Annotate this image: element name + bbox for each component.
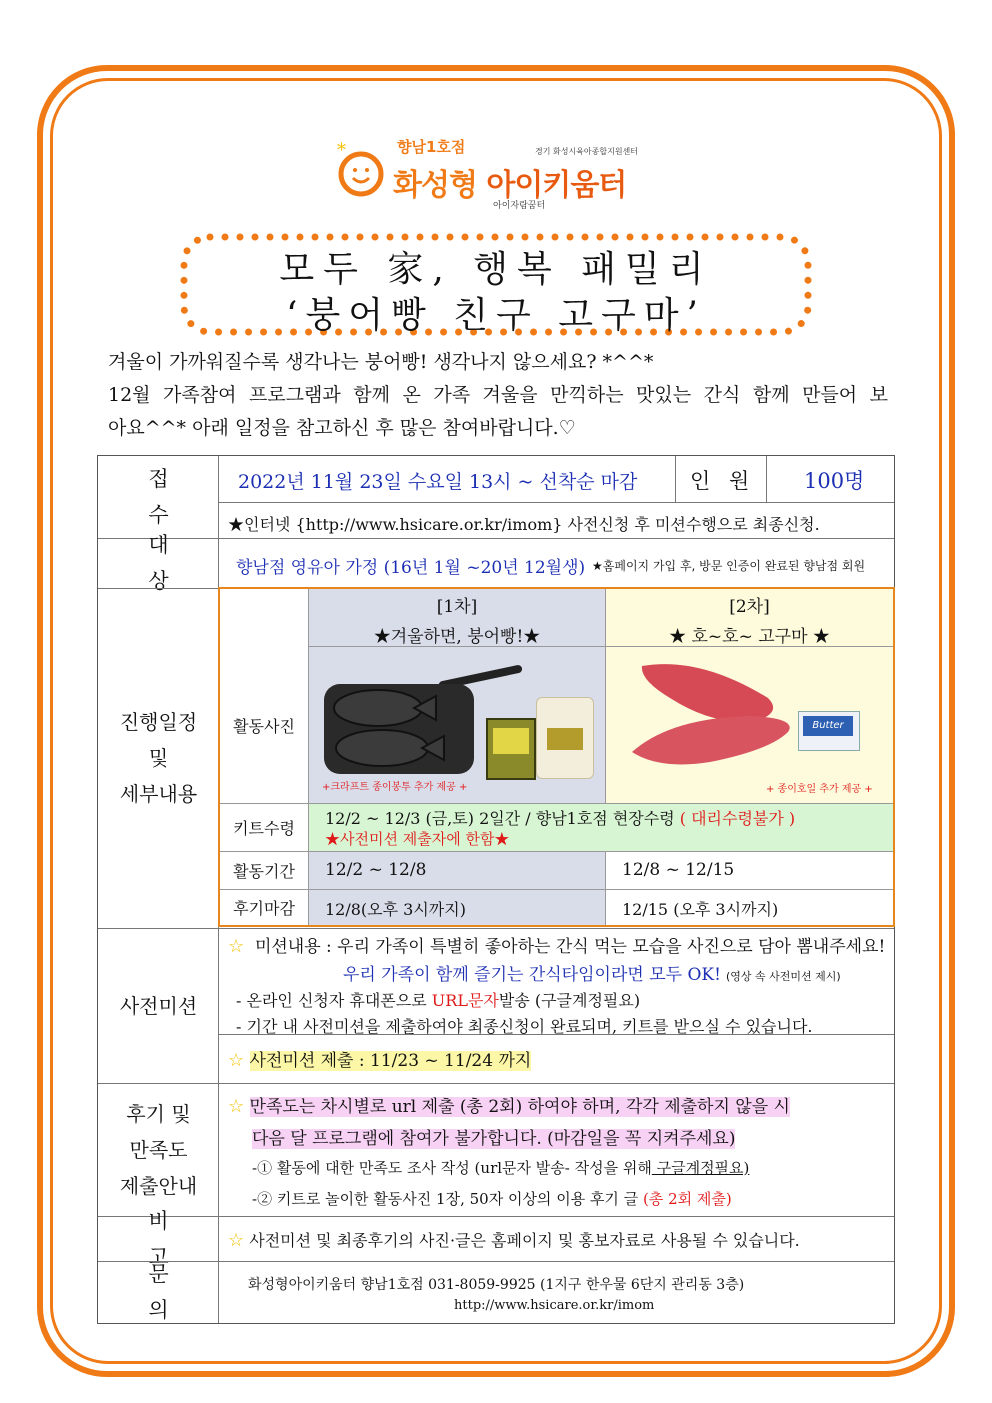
svg-text:*: * [337,142,346,161]
logo [335,132,655,212]
label-schedule: 진행일정 및 세부내용 [119,710,198,806]
butter-image: Butter [798,711,860,751]
intro-line-1: 겨울이 가까워질수록 생각나는 붕어빵! 생각나지 않으세요? *^^* [108,351,654,373]
intro-text [108,346,888,445]
divider [766,456,767,502]
logo-subtitle: 아이자람꿈터 [493,201,546,211]
target-value: 향남점 영유아 가정 (16년 1월 ~20년 12월생) [236,558,586,578]
star-icon: ☆ [228,1230,245,1251]
reception-note: ★인터넷 {http://www.hsicare.or.kr/imom} 사전신청 후 미션수행으로 최종신청. [228,515,820,534]
sweet-potato-image-2 [630,712,800,770]
photo1-caption: +크라프트 종이봉투 추가 제공 + [322,782,468,793]
target-note: ★홈페이지 가입 후, 방문 인증이 완료된 향남점 회원 [592,559,866,573]
remarks-text: ☆ 사전미션 및 최종후기의 사진·글은 홈페이지 및 홍보자료로 사용될 수 있습니다. [228,1230,800,1251]
flour-pack-image [536,697,594,779]
capacity-value: 100명 [804,469,865,493]
capacity-label: 인 원 [690,469,756,493]
period-label: 활동기간 [220,852,308,890]
review-line-1: ☆ 만족도는 차시별로 url 제출 (총 2회) 하여야 하며, 각각 제출하지 않을 시 [228,1096,790,1117]
review-line-3: -① 활동에 대한 만족도 조사 작성 (url문자 발송- 작성을 위해 구글계정필요) [252,1159,750,1177]
mission-line-4: - 기간 내 사전미션을 제출하여야 최종신청이 완료되며, 키트를 받으실 수 있습니다. [236,1017,813,1036]
inquiry-line-2: http://www.hsicare.or.kr/imom [454,1298,655,1313]
kraft-bag-image [486,718,536,780]
label-reception: 접수 [148,467,207,527]
label-target: 대상 [148,533,207,593]
review-line-4: -② 키트로 놀이한 활동사진 1장, 50자 이상의 이용 후기 글 (총 2회 제출) [252,1190,732,1208]
label-review: 후기 및 만족도 제출안내 [119,1101,198,1198]
round2-header: [2차] ★ 호~호~ 고구마 ★ [605,589,893,647]
divider [219,502,894,503]
kit-note: ★사전미션 제출자에 한함★ [325,830,510,848]
title-box [180,233,812,336]
label-mission: 사전미션 [119,993,198,1018]
star-icon: ☆ [228,1050,245,1071]
period-round1: 12/2 ~ 12/8 [308,852,605,890]
reception-date: 2022년 11월 23일 수요일 13시 ~ 선착순 마감 [238,471,638,493]
photo2-caption: + 종이호일 추가 제공 + [766,784,873,795]
round1-header: [1차] ★겨울하면, 붕어빵!★ [308,589,605,647]
mission-line-2: 우리 가족이 함께 즐기는 간식타임이라면 모두 OK! (영상 속 사전미션 제시) [343,965,841,985]
kit-cell: 12/2 ~ 12/3 (금,토) 2일간 / 향남1호점 현장수령 ( 대리수령불가 ) ★사전미션 제출자에 한함★ [308,804,893,852]
logo-center-name: 경기 화성시육아종합지원센터 [535,147,639,156]
mission-line-3: - 온라인 신청자 휴대폰으로 URL문자발송 (구글계정필요) [236,991,641,1010]
period-round2: 12/8 ~ 12/15 [605,852,893,890]
star-icon: ☆ [228,1096,245,1117]
review-deadline-label: 후기마감 [233,899,295,918]
title-line-1: 모두 家, 행복 패밀리 [279,249,713,290]
logo-branch: 향남1호점 [397,138,466,156]
label-inquiry: 문의 [148,1262,207,1322]
intro-line-2: 12월 가족참여 프로그램과 함께 온 가족 겨울을 만끽하는 맛있는 간식 함께 만들어 보 [108,384,888,406]
star-icon: ☆ [228,936,245,957]
sun-face-icon [335,142,391,198]
review-line-2: 다음 달 프로그램에 참여가 불가합니다. (마감일을 꼭 지켜주세요) [252,1129,736,1149]
label-remarks: 비고 [148,1208,207,1269]
review-deadline-round2: 12/15 (오후 3시까지) [605,890,893,925]
title-line-2: ‘붕어빵 친구 고구마’ [286,295,706,336]
divider [675,456,676,502]
logo-brand: 화성형 아이키움터 [393,168,627,203]
inquiry-line-1: 화성형아이키움터 향남1호점 031-8059-9925 (1지구 한우물 6단지 관리동 3층) [248,1277,745,1293]
mission-deadline: ☆ 사전미션 제출 : 11/23 ~ 11/24 까지 [228,1050,532,1071]
mission-line-1: ☆ 미션내용 : 우리 가족이 특별히 좋아하는 간식 먹는 모습을 사진으로 담아 뽐내주세요! [228,936,886,957]
intro-line-3: 아요^^* 아래 일정을 참고하신 후 많은 참여바랍니다.♡ [108,417,576,439]
photo-label: 활동사진 [220,647,308,804]
review-deadline-round1: 12/8(오후 3시까지) [308,890,605,925]
kit-label: 키트수령 [220,804,308,852]
